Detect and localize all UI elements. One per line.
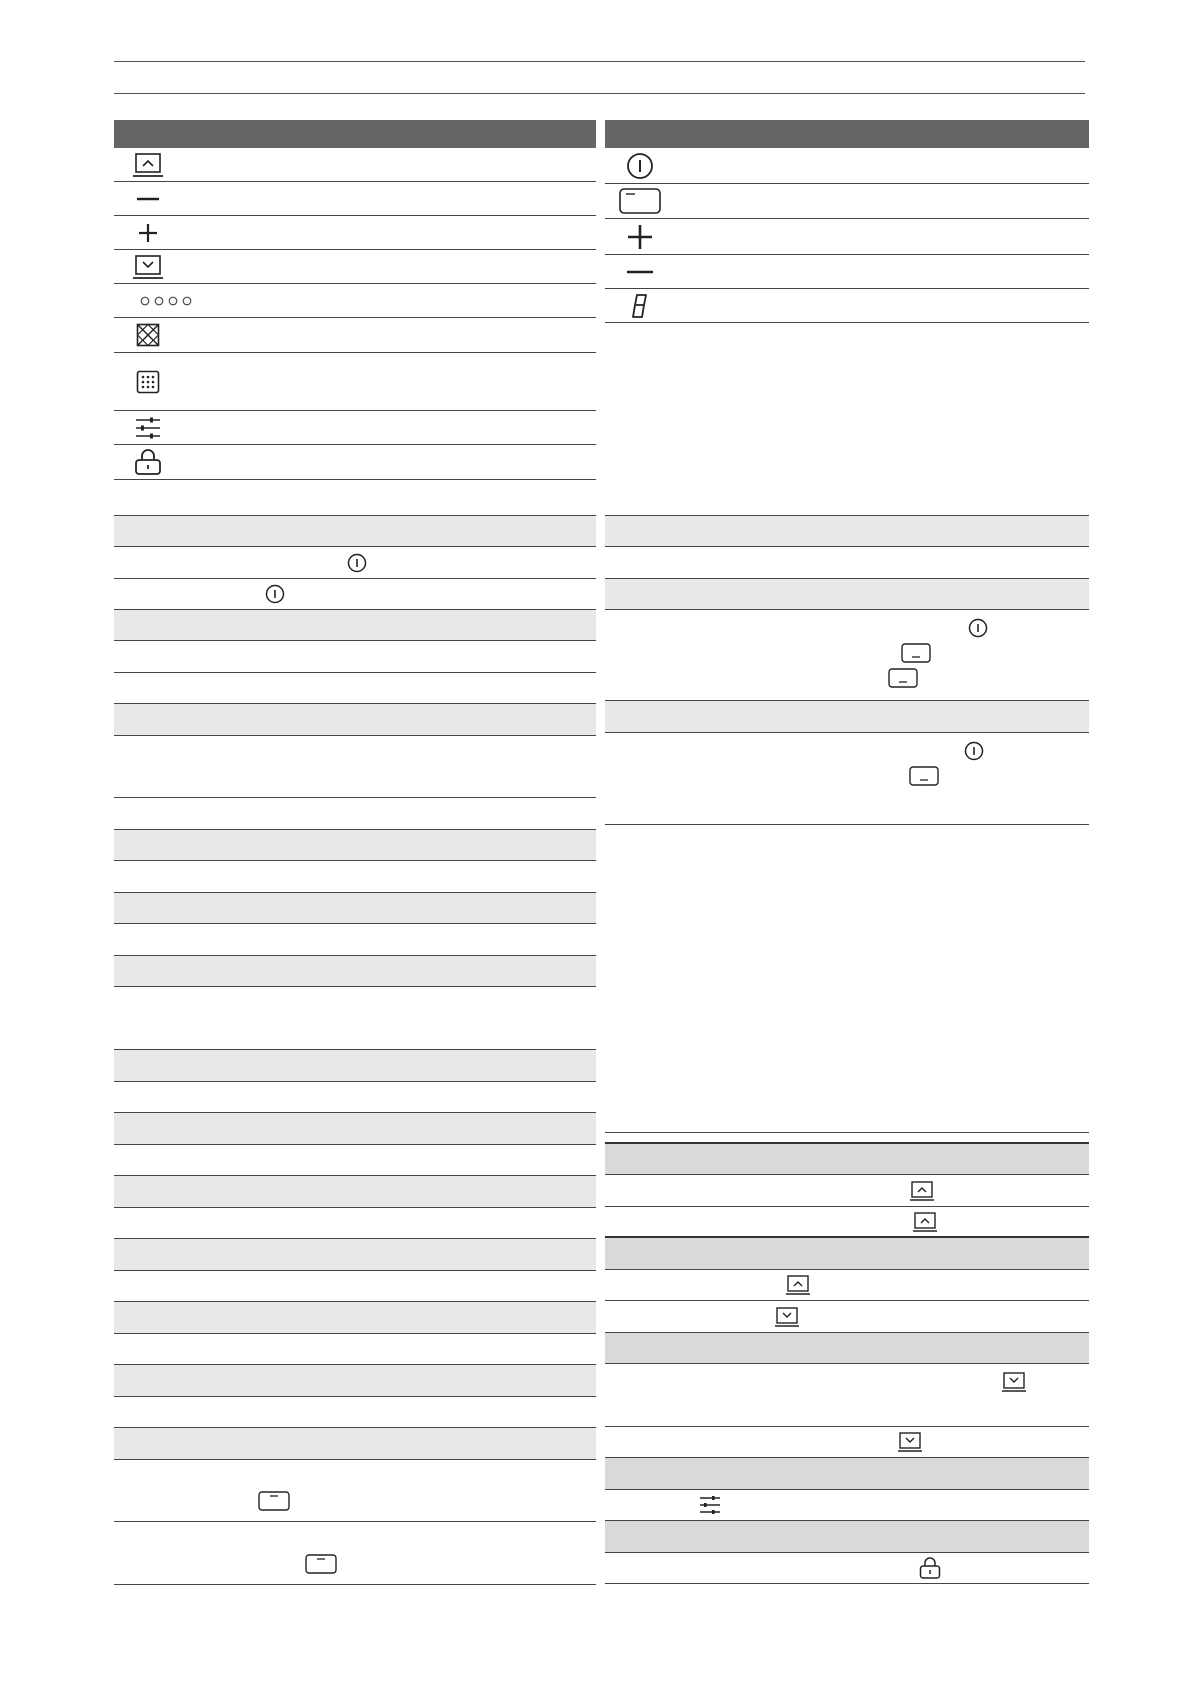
- table-row: [114, 1271, 596, 1302]
- table-row: [605, 1175, 1089, 1207]
- timer-key-icon: [258, 1491, 290, 1511]
- table-row: [605, 733, 1089, 825]
- icon-row-timer-key: [605, 184, 1089, 219]
- table-row: [114, 1208, 596, 1239]
- table-row: [114, 1050, 596, 1082]
- table-row: [114, 704, 596, 736]
- door-down-icon: [898, 1431, 922, 1453]
- table-row: [605, 1364, 1089, 1427]
- table-row: [114, 798, 596, 830]
- minus-icon: [626, 269, 654, 275]
- table-row: [114, 610, 596, 641]
- table-row: [605, 547, 1089, 579]
- sliders-icon: [699, 1494, 721, 1516]
- table-row: [114, 1460, 596, 1522]
- table-row: [114, 1302, 596, 1334]
- table-row: [114, 579, 596, 610]
- table-row: [605, 1238, 1089, 1270]
- table-row: [114, 893, 596, 924]
- sliders-icon: [135, 416, 161, 440]
- right-table-header: [605, 120, 1089, 148]
- table-row: [605, 1144, 1089, 1175]
- table-row: [114, 1522, 596, 1585]
- door-down-icon: [1002, 1371, 1026, 1393]
- icon-row-digit: [605, 289, 1089, 323]
- table-row: [605, 1207, 1089, 1238]
- table-row: [114, 1365, 596, 1397]
- door-up-icon: [910, 1180, 934, 1202]
- plus-icon: [626, 223, 654, 251]
- door-up-icon: [913, 1211, 937, 1233]
- table-row: [605, 701, 1089, 733]
- seven-segment-digit-icon: [631, 293, 649, 319]
- table-row: [114, 1239, 596, 1271]
- right-door-table: [605, 1132, 1089, 1584]
- door-up-icon: [133, 152, 163, 178]
- table-row: [114, 830, 596, 861]
- power-icon: [626, 152, 654, 180]
- table-row: [114, 1334, 596, 1365]
- icon-row-door-up: [114, 148, 596, 182]
- top-rule: [114, 61, 1085, 62]
- left-settings-table: [114, 515, 596, 1585]
- dot-matrix-icon: [136, 370, 160, 394]
- divider: [605, 1132, 1089, 1133]
- power-icon: [968, 618, 988, 638]
- table-row: [114, 987, 596, 1050]
- minus-key-icon: [901, 643, 931, 663]
- icon-row-plus: [114, 216, 596, 250]
- table-row: [605, 1270, 1089, 1301]
- table-row: [605, 516, 1089, 547]
- table-row: [114, 547, 596, 579]
- table-row: [605, 610, 1089, 701]
- left-table-header: [114, 120, 596, 148]
- lock-icon: [919, 1556, 941, 1580]
- table-row: [114, 1176, 596, 1208]
- table-row: [114, 1428, 596, 1460]
- table-row: [114, 1145, 596, 1176]
- door-up-icon: [786, 1274, 810, 1296]
- power-icon: [265, 584, 285, 604]
- icon-row-minus: [114, 182, 596, 216]
- minus-key-icon: [909, 766, 939, 786]
- timer-key-icon: [305, 1554, 337, 1574]
- minus-key-icon: [888, 668, 918, 688]
- table-row: [114, 861, 596, 893]
- plus-icon: [137, 222, 159, 244]
- lock-icon: [134, 448, 162, 476]
- table-row: [114, 736, 596, 798]
- table-row: [605, 1301, 1089, 1333]
- timer-key-icon: [619, 188, 661, 214]
- table-row: [114, 1082, 596, 1113]
- icon-row-grid-x: [114, 318, 596, 353]
- power-icon: [347, 553, 367, 573]
- icon-row-minus-right: [605, 255, 1089, 289]
- table-row: [605, 1521, 1089, 1553]
- minus-icon: [136, 196, 160, 202]
- icon-row-plus-right: [605, 219, 1089, 255]
- table-row: [114, 956, 596, 987]
- left-icon-table: [114, 120, 596, 480]
- icon-row-sliders: [114, 411, 596, 445]
- table-row: [114, 641, 596, 673]
- table-row: [114, 516, 596, 547]
- icon-row-dot-matrix: [114, 353, 596, 411]
- table-row: [114, 673, 596, 704]
- power-icon: [964, 741, 984, 761]
- four-dots-icon: [139, 295, 193, 307]
- right-icon-table: [605, 120, 1089, 323]
- table-row: [605, 1427, 1089, 1458]
- door-down-icon: [133, 254, 163, 280]
- icon-row-four-dots: [114, 284, 596, 318]
- right-settings-table: [605, 515, 1089, 825]
- icon-row-power: [605, 148, 1089, 184]
- door-down-icon: [775, 1306, 799, 1328]
- table-row: [605, 579, 1089, 610]
- header-rule: [114, 93, 1085, 94]
- table-row: [114, 924, 596, 956]
- table-row: [605, 1458, 1089, 1490]
- icon-row-door-down: [114, 250, 596, 284]
- grid-x-icon: [136, 323, 160, 347]
- table-row: [605, 1490, 1089, 1521]
- table-row: [605, 1333, 1089, 1364]
- table-row: [114, 1397, 596, 1428]
- table-row: [605, 1553, 1089, 1584]
- icon-row-lock: [114, 445, 596, 480]
- table-row: [114, 1113, 596, 1145]
